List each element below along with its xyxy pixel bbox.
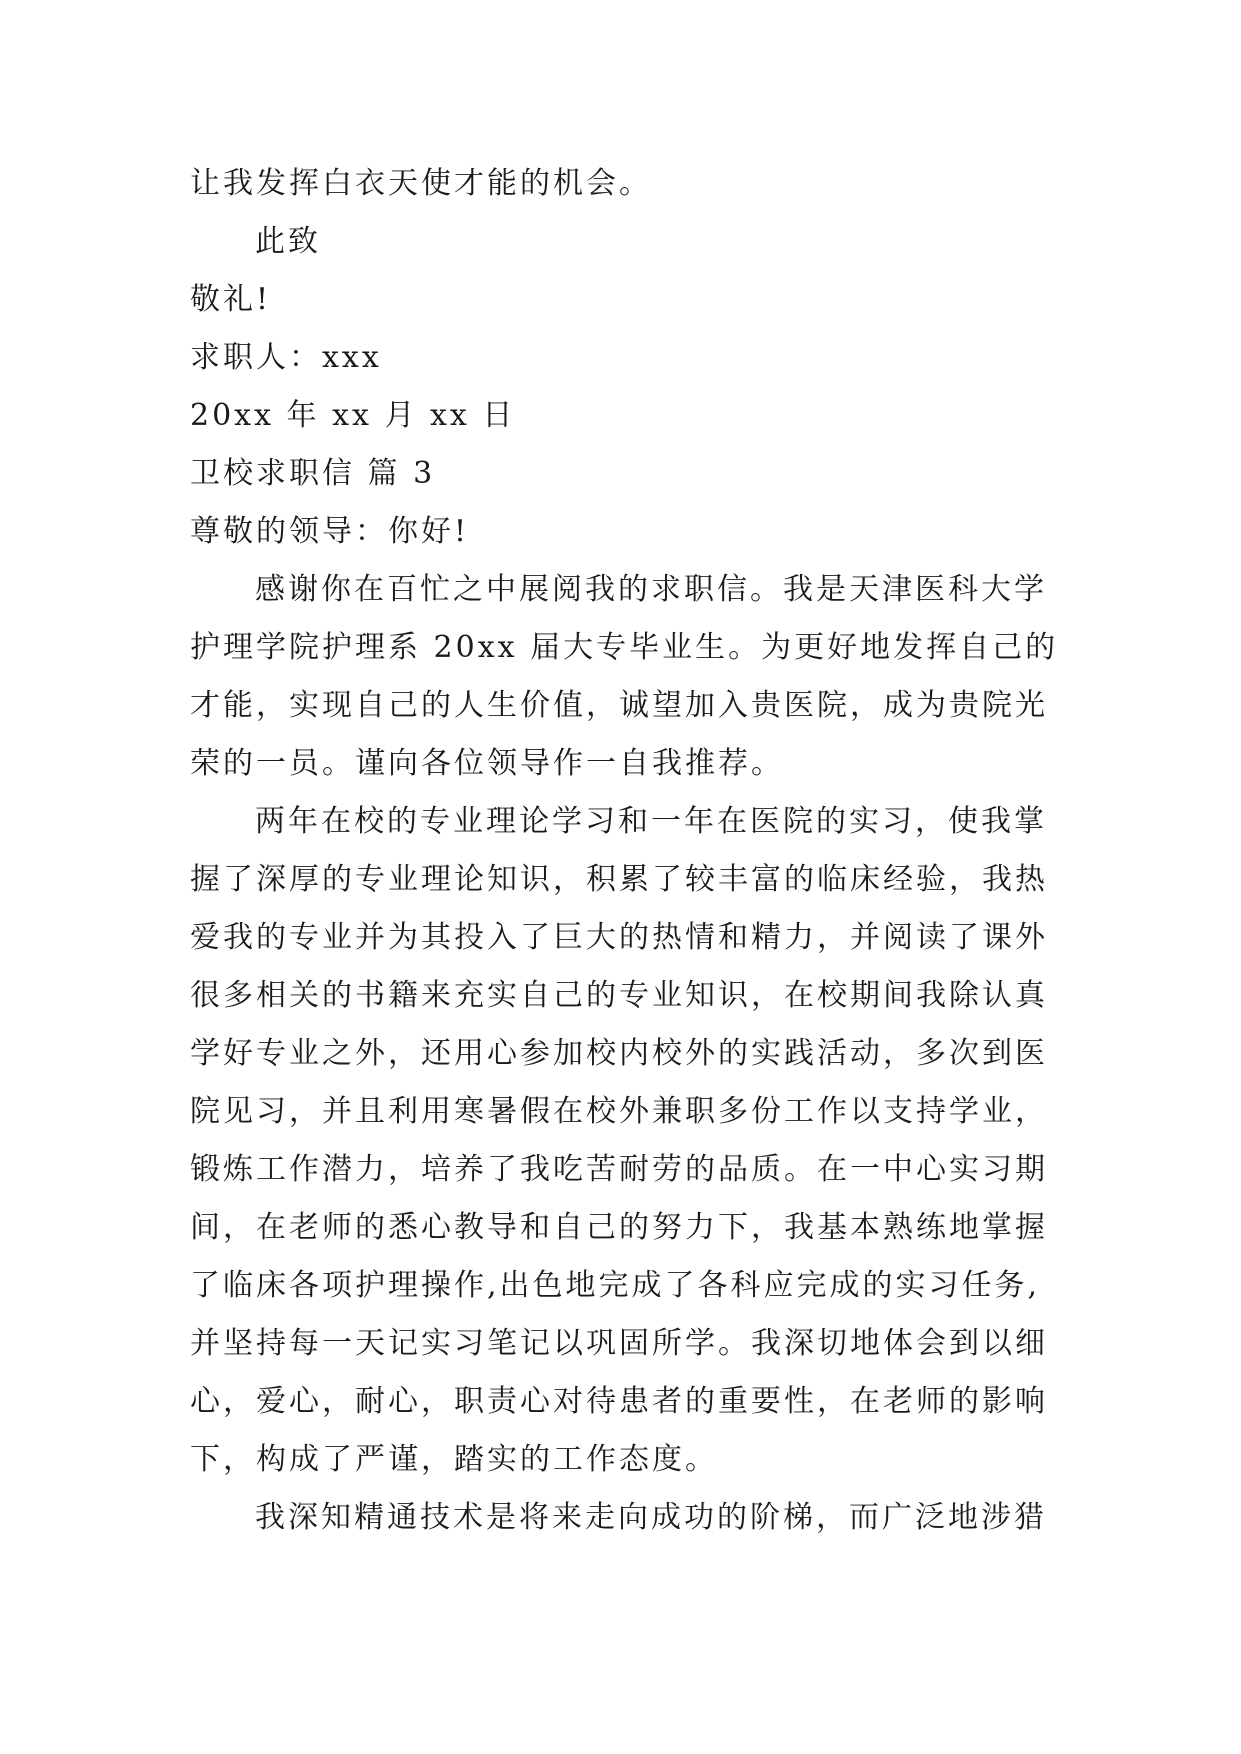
paragraph-line: 心，爱心，耐心，职责心对待患者的重要性，在老师的影响 (190, 1384, 1048, 1419)
section-title: 卫校求职信 篇 3 (190, 456, 436, 491)
paragraph-line: 两年在校的专业理论学习和一年在医院的实习，使我掌 (255, 804, 1047, 839)
greeting: 尊敬的领导：你好! (190, 514, 470, 549)
paragraph-line: 感谢你在百忙之中展阅我的求职信。我是天津医科大学 (255, 572, 1047, 607)
paragraph-line: 握了深厚的专业理论知识，积累了较丰富的临床经验，我热 (190, 862, 1048, 897)
applicant-signature: 求职人：xxx (190, 340, 382, 375)
paragraph-line: 了临床各项护理操作,出色地完成了各科应完成的实习任务, (190, 1268, 1041, 1303)
paragraph-line: 学好专业之外，还用心参加校内校外的实践活动，多次到医 (190, 1036, 1048, 1071)
paragraph-line: 院见习，并且利用寒暑假在校外兼职多份工作以支持学业， (190, 1094, 1048, 1129)
closing-salutation: 此致 (255, 224, 321, 259)
letter-date: 20xx 年 xx 月 xx 日 (190, 398, 516, 433)
paragraph-line: 并坚持每一天记实习笔记以巩固所学。我深切地体会到以细 (190, 1326, 1048, 1361)
paragraph-line: 下，构成了严谨，踏实的工作态度。 (190, 1442, 718, 1477)
paragraph-line: 很多相关的书籍来充实自己的专业知识，在校期间我除认真 (190, 978, 1048, 1013)
closing-regards: 敬礼! (190, 282, 272, 317)
paragraph-line: 荣的一员。谨向各位领导作一自我推荐。 (190, 746, 784, 781)
paragraph-line: 我深知精通技术是将来走向成功的阶梯，而广泛地涉猎 (255, 1500, 1047, 1535)
paragraph-line: 间，在老师的悉心教导和自己的努力下，我基本熟练地掌握 (190, 1210, 1048, 1245)
paragraph-line: 爱我的专业并为其投入了巨大的热情和精力，并阅读了课外 (190, 920, 1048, 955)
paragraph-line: 护理学院护理系 20xx 届大专毕业生。为更好地发挥自己的 (190, 630, 1059, 665)
text-line: 让我发挥白衣天使才能的机会。 (190, 166, 652, 201)
paragraph-line: 锻炼工作潜力，培养了我吃苦耐劳的品质。在一中心实习期 (190, 1152, 1048, 1187)
paragraph-line: 才能，实现自己的人生价值，诚望加入贵医院，成为贵院光 (190, 688, 1048, 723)
